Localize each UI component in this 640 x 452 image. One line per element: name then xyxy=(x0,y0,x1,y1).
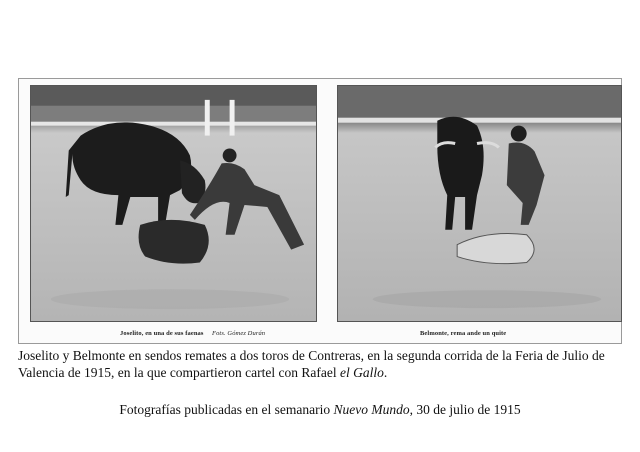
source-publication: Nuevo Mundo xyxy=(333,402,410,417)
source-suffix: , 30 de julio de 1915 xyxy=(409,402,521,417)
photo-belmonte xyxy=(337,85,622,322)
main-caption-text-1: Joselito y Belmonte en sendos remates a dos toros de Contreras, en la segunda corrida de la Feria de Julio de Valencia de 1915, en la que compartieron cartel con Rafael xyxy=(18,348,605,380)
source-prefix: Fotografías publicadas en el semanario xyxy=(119,402,334,417)
source-line xyxy=(0,402,640,418)
main-caption-italic: el Gallo xyxy=(339,365,384,380)
photo-joselito xyxy=(30,85,317,322)
caption-right-photo: Belmonte, rema ande un quite xyxy=(420,330,507,337)
main-caption xyxy=(18,347,628,381)
caption-left-photo: Joselito, en una de sus faenas xyxy=(120,330,204,337)
photo-credit: Fots. Gómez Durán xyxy=(212,330,266,337)
main-caption-text-2: . xyxy=(383,365,388,380)
